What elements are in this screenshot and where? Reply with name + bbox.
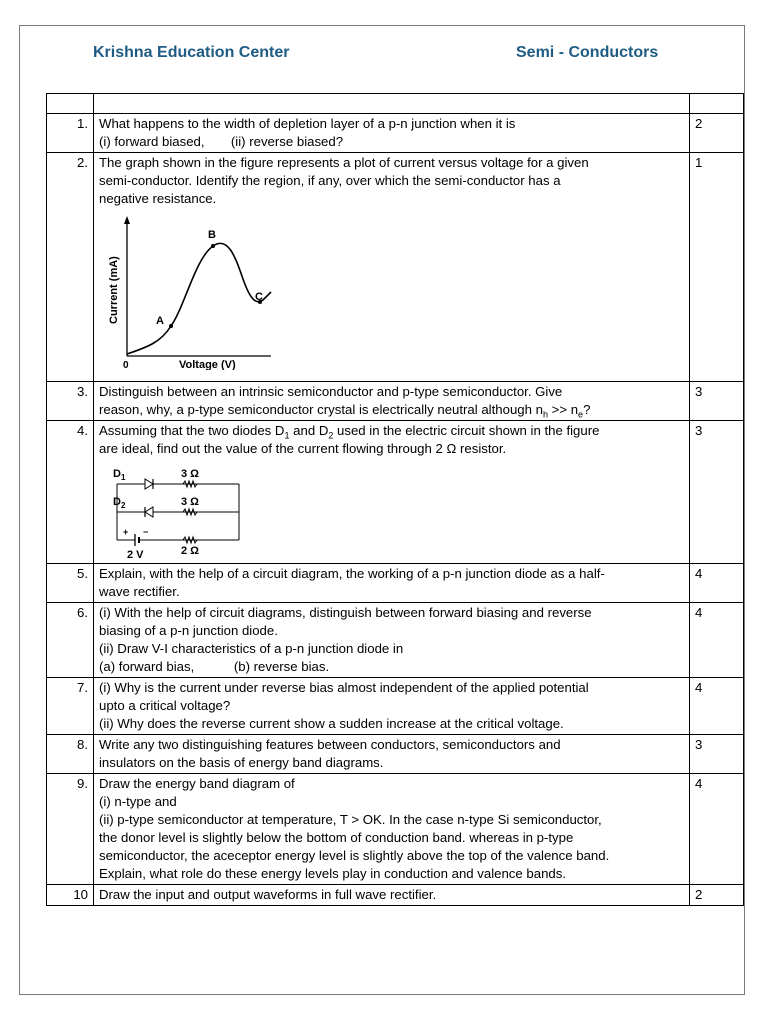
question-number: 7. [47, 678, 94, 735]
resistor-r3-label: 2 Ω [181, 545, 199, 557]
point-a-label: A [156, 315, 164, 327]
question-number: 5. [47, 564, 94, 603]
question-marks: 4 [690, 603, 744, 678]
question-text: (i) Why is the current under reverse bias almost independent of the applied potential upto a critical voltage? (ii) Why does the reverse current show a sudden increase at the critical voltage. [94, 678, 690, 735]
battery-voltage-label: 2 V [127, 549, 144, 560]
question-number: 3. [47, 382, 94, 421]
diode-circuit-diagram [113, 464, 263, 560]
question-text: What happens to the width of depletion layer of a p-n junction when it is (i) forward biased, (ii) reverse biased? [94, 114, 690, 153]
table-row [47, 114, 744, 153]
point-a-marker [169, 324, 173, 328]
question-marks: 3 [690, 735, 744, 774]
question-number: 2. [47, 153, 94, 382]
y-axis-label: Current (mA) [108, 256, 120, 324]
question-number: 9. [47, 774, 94, 885]
chapter-title: Semi - Conductors [516, 44, 659, 61]
question-marks: 2 [690, 885, 744, 906]
question-table [46, 93, 744, 906]
origin-label: 0 [123, 360, 129, 370]
question-text: Draw the input and output waveforms in full wave rectifier. [94, 885, 690, 906]
point-b-label: B [208, 229, 216, 241]
question-number: 8. [47, 735, 94, 774]
table-row [47, 774, 744, 885]
question-marks: 4 [690, 774, 744, 885]
question-number: 10 [47, 885, 94, 906]
question-text: Distinguish between an intrinsic semiconductor and p-type semiconductor. Give reason, why, a p-type semiconductor crystal is electrically neutral although $n_h >> n_e$? [94, 382, 690, 421]
point-b-marker [211, 244, 215, 248]
current-voltage-graph [103, 214, 283, 370]
question-number: 4. [47, 421, 94, 564]
question-text: Draw the energy band diagram of (i) n-type and (ii) p-type semiconductor at temperature, T > OK. In the case n-type Si semiconductor, the donor level is slightly below the bottom of conduction band. whereas in p-type semiconductor, the aceceptor energy level is slightly above the top of the valence band. Explain, what role do these energy levels play in conduction and valence bands. [94, 774, 690, 885]
table-row [47, 603, 744, 678]
header-cell-question [94, 94, 690, 114]
question-text: Write any two distinguishing features between conductors, semiconductors and insulators on the basis of energy band diagrams. [94, 735, 690, 774]
question-marks: 2 [690, 114, 744, 153]
table-row [47, 885, 744, 906]
question-text: The graph shown in the figure represents a plot of current versus voltage for a given semi-conductor. Identify the region, if any, over which the semi-conductor has a negative resistance. A B C 0 Voltage (V) Current (mA) [94, 153, 690, 382]
x-axis-label: Voltage (V) [179, 359, 236, 370]
point-c-label: C [255, 291, 263, 303]
table-row [47, 382, 744, 421]
table-row [47, 421, 744, 564]
question-text: Assuming that the two diodes $D_1$ and $D_2$ used in the electric circuit shown in the figure are ideal, find out the value of the current flowing through 2 Ω resistor. $D_1$ $D_2$ 3 Ω 3 Ω 2 Ω + − 2 V [94, 421, 690, 564]
question-text: Explain, with the help of a circuit diagram, the working of a p-n junction diode as a half- wave rectifier. [94, 564, 690, 603]
diode-d1-icon [145, 479, 153, 489]
resistor-r2-label: 3 Ω [181, 496, 199, 508]
diode-d1-label: $D_1$ [113, 468, 126, 482]
header-cell-marks [690, 94, 744, 114]
diode-d2-icon [145, 507, 153, 517]
table-header-row [47, 94, 744, 114]
question-number: 6. [47, 603, 94, 678]
question-marks: 3 [690, 421, 744, 564]
question-text: (i) With the help of circuit diagrams, distinguish between forward biasing and reverse biasing of a p-n junction diode. (ii) Draw V-I characteristics of a p-n junction diode in (a) forward bias, (b) reverse bias. [94, 603, 690, 678]
question-marks: 4 [690, 678, 744, 735]
table-row [47, 678, 744, 735]
table-row [47, 153, 744, 382]
diode-d2-label: $D_2$ [113, 496, 126, 510]
header-cell-num [47, 94, 94, 114]
battery-plus-sign: + [123, 527, 129, 537]
resistor-r1-label: 3 Ω [181, 468, 199, 480]
question-marks: 1 [690, 153, 744, 382]
question-number: 1. [47, 114, 94, 153]
y-axis-arrow [124, 216, 130, 224]
table-row [47, 564, 744, 603]
center-name: Krishna Education Center [93, 44, 290, 61]
question-marks: 4 [690, 564, 744, 603]
battery-minus-sign: − [143, 527, 149, 537]
question-marks: 3 [690, 382, 744, 421]
characteristic-curve [127, 243, 271, 354]
table-row [47, 735, 744, 774]
